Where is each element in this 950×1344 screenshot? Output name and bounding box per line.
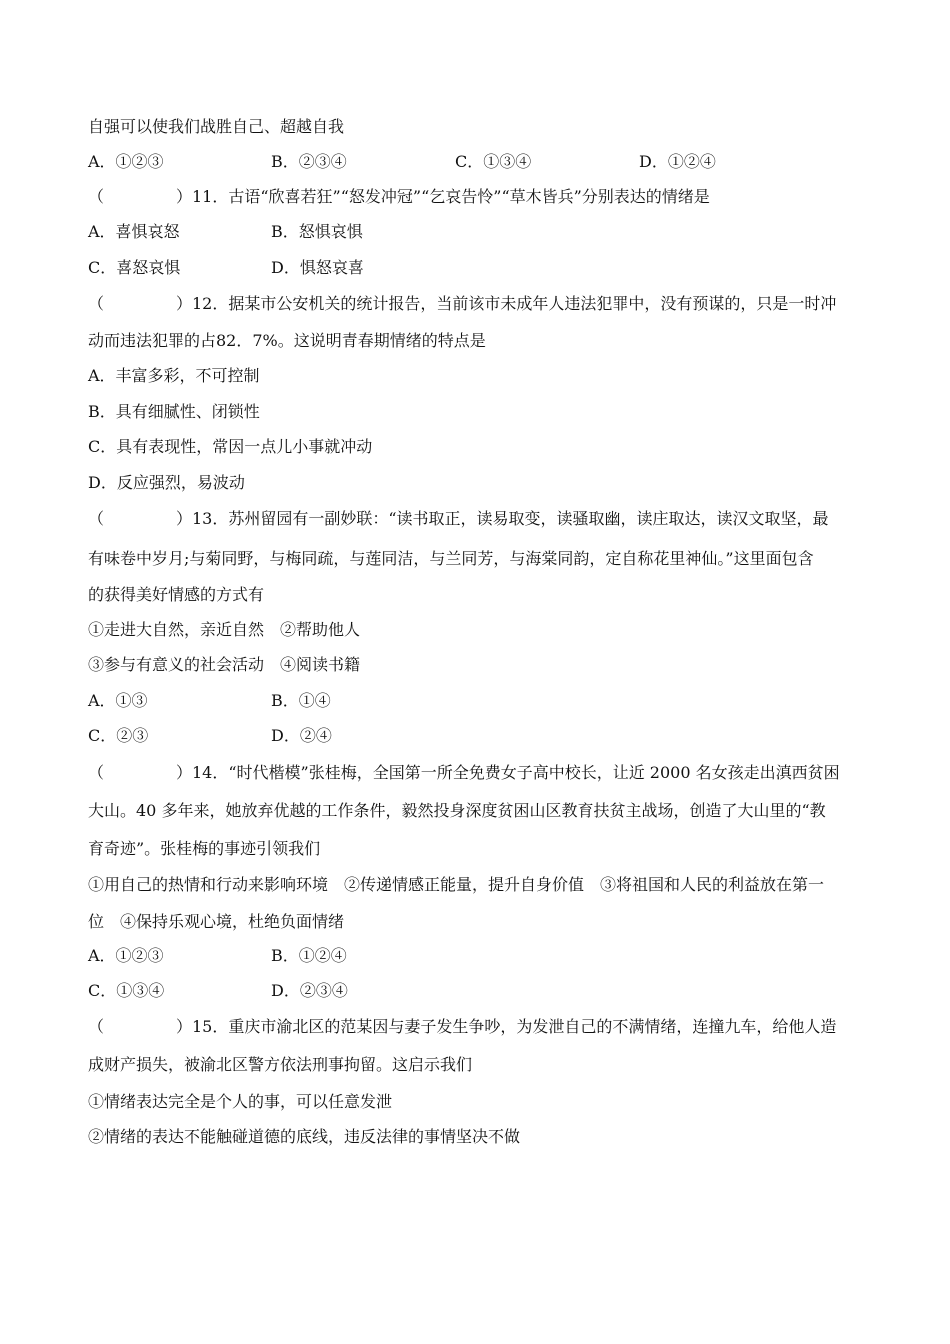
q13-option-b: B．①④ xyxy=(271,691,331,710)
q11-option-c: C．喜怒哀惧 xyxy=(88,258,181,277)
answer-paren: （ xyxy=(88,1017,105,1036)
q13-statements-1: ①走进大自然，亲近自然 ②帮助他人 xyxy=(88,620,361,639)
q13-statements-2: ③参与有意义的社会活动 ④阅读书籍 xyxy=(88,655,361,674)
q15-statement-1: ①情绪表达完全是个人的事，可以任意发泄 xyxy=(88,1092,393,1111)
q14-stem: （ ）14．“时代楷模”张桂梅，全国第一所全免费女子高中校长，让近 2000 名女孩走出滇西贫困 xyxy=(88,763,840,782)
q14-stem-cont: 大山。40 多年来，她放弃优越的工作条件，毅然投身深度贫困山区教育扶贫主战场，创造了大山里的“教 xyxy=(88,801,826,820)
q13-stem-cont2: 的获得美好情感的方式有 xyxy=(88,585,265,604)
q10-option-c: C．①③④ xyxy=(455,152,532,171)
q11-option-d: D．惧怒哀喜 xyxy=(271,258,364,277)
q13-stem: （ ）13．苏州留园有一副妙联：“读书取正，读易取变，读骚取幽，读庄取达，读汉文取坚，最 xyxy=(88,509,829,528)
q12-stem-cont: 动而违法犯罪的占82．7%。这说明青春期情绪的特点是 xyxy=(88,331,486,350)
answer-paren: （ xyxy=(88,509,105,528)
q15-stem: （ ）15．重庆市渝北区的范某因与妻子发生争吵，为发泄自己的不满情绪，连撞九车，给他人造 xyxy=(88,1017,837,1036)
q10-option-d: D．①②④ xyxy=(639,152,716,171)
q13-option-a: A．①③ xyxy=(88,691,148,710)
q13-option-d: D．②④ xyxy=(271,726,332,745)
q11-option-a: A．喜惧哀怒 xyxy=(88,222,180,241)
q14-option-c: C．①③④ xyxy=(88,981,165,1000)
q14-option-d: D．②③④ xyxy=(271,981,348,1000)
q14-option-b: B．①②④ xyxy=(271,946,347,965)
q14-option-a: A．①②③ xyxy=(88,946,164,965)
q12-option-c: C．具有表现性，常因一点儿小事就冲动 xyxy=(88,437,373,456)
q14-statements-1: ①用自己的热情和行动来影响环境 ②传递情感正能量，提升自身价值 ③将祖国和人民的利益放在第一 xyxy=(88,875,825,894)
q12-option-a: A．丰富多彩，不可控制 xyxy=(88,366,260,385)
q10-option-a: A．①②③ xyxy=(88,152,164,171)
q15-statement-2: ②情绪的表达不能触碰道德的底线，违反法律的事情坚决不做 xyxy=(88,1127,521,1146)
answer-paren: （ xyxy=(88,763,105,782)
q10-statement-tail: 自强可以使我们战胜自己、超越自我 xyxy=(88,117,345,136)
q12-stem: （ ）12．据某市公安机关的统计报告，当前该市未成年人违法犯罪中，没有预谋的，只是一时冲 xyxy=(88,294,837,313)
q12-option-d: D．反应强烈，易波动 xyxy=(88,473,245,492)
q14-stem-cont2: 育奇迹”。张桂梅的事迹引领我们 xyxy=(88,839,321,858)
q11-option-b: B．怒惧哀惧 xyxy=(271,222,363,241)
q12-option-b: B．具有细腻性、闭锁性 xyxy=(88,402,260,421)
q13-option-c: C．②③ xyxy=(88,726,149,745)
q15-stem-cont: 成财产损失，被渝北区警方依法刑事拘留。这启示我们 xyxy=(88,1055,473,1074)
q13-stem-cont: 有味卷中岁月;与菊同野，与梅同疏，与莲同洁，与兰同芳，与海棠同韵，定自称花里神仙。”这里面包含 xyxy=(88,549,814,568)
q14-statements-2: 位 ④保持乐观心境，杜绝负面情绪 xyxy=(88,912,345,931)
answer-paren: （ xyxy=(88,294,105,313)
q11-stem: （ ）11．古语“欣喜若狂”“怒发冲冠”“乞哀告怜”“草木皆兵”分别表达的情绪是 xyxy=(88,187,710,206)
answer-paren: （ xyxy=(88,187,105,206)
q10-option-b: B．②③④ xyxy=(271,152,347,171)
